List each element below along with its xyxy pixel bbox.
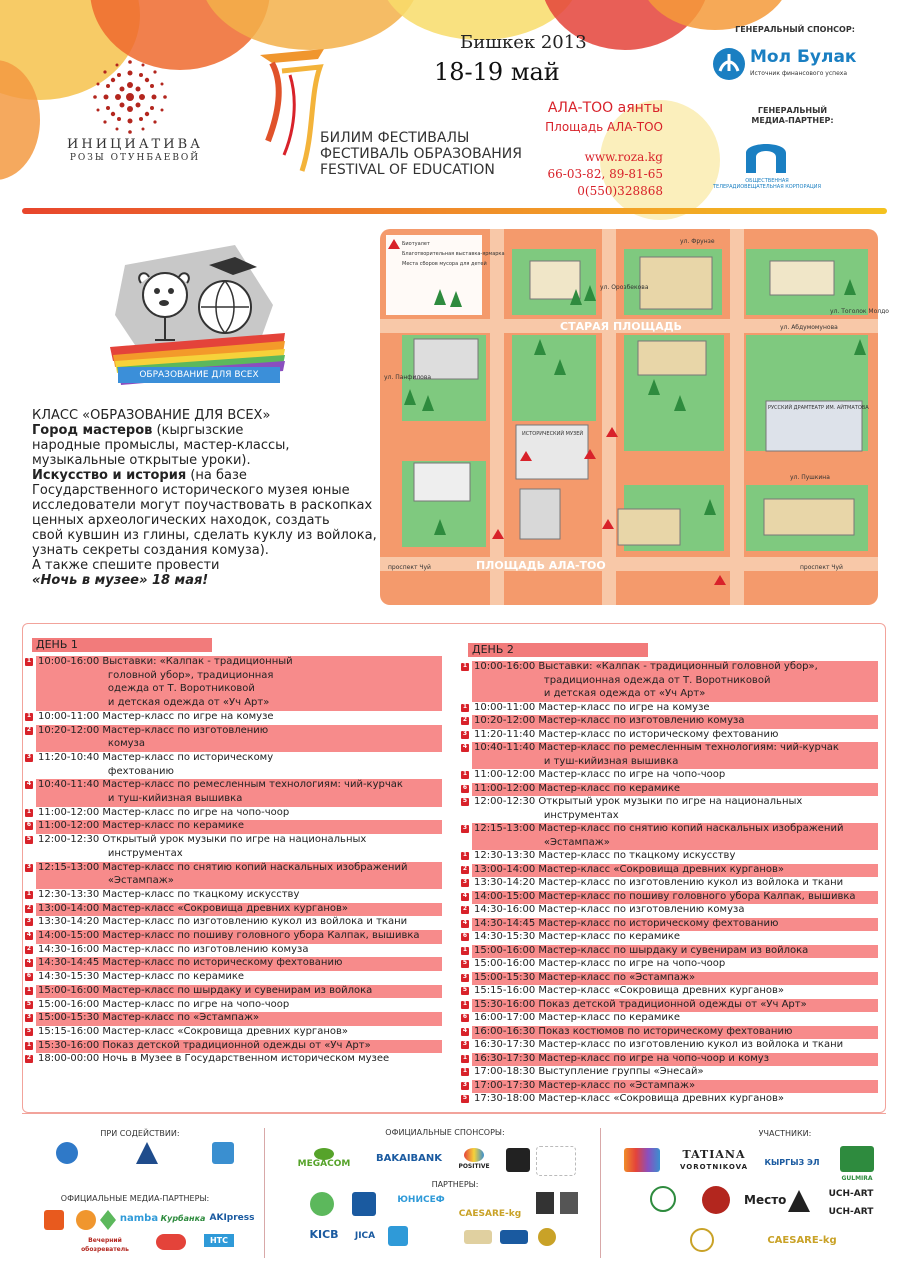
media-partners-title: ОФИЦИАЛЬНЫЕ МЕДИА-ПАРТНЕРЫ: <box>60 1194 210 1203</box>
media-logo-icon <box>44 1210 64 1230</box>
festival-dates: 18-19 май <box>434 58 560 86</box>
desc-bold: Искусство и история <box>32 468 187 483</box>
location-marker-icon: 2 <box>462 864 468 872</box>
street-label: ул. Орозбекова <box>600 284 649 291</box>
schedule-row: 12:30-13:30 Мастер-класс по ткацкому искусству <box>474 850 736 861</box>
map-legend-3: Места сборов мусора для детей <box>402 261 487 267</box>
schedule-row: и детская одежда от «Уч Арт» <box>472 688 878 702</box>
uch-art-logo: UCH-ART <box>828 1189 874 1199</box>
schedule-row: 14:00-15:00 Мастер-класс по пошиву головного убора Калпак, вышивка <box>36 930 442 944</box>
location-marker-icon: 4 <box>26 931 32 938</box>
location-marker-icon: 5 <box>26 1026 32 1034</box>
city-year: Бишкек 2013 <box>460 32 587 53</box>
schedule-row: 14:30-15:30 Мастер-класс по керамике <box>38 971 245 983</box>
old-square-label: СТАРАЯ ПЛОЩАДЬ <box>560 320 682 333</box>
schedule-row: 15:00-16:00 Мастер-класс по шырдаку и сувенирам из войлока <box>472 945 878 959</box>
location-marker-icon: 5 <box>462 986 468 993</box>
header-divider <box>22 208 887 214</box>
location-marker-icon: 1 <box>26 657 32 664</box>
location-marker-icon: 3 <box>26 752 32 760</box>
jica-logo: JICA <box>354 1231 376 1241</box>
alatoo-square-label: ПЛОЩАДЬ АЛА-ТОО <box>476 559 606 572</box>
partner-logo-icon <box>388 1226 408 1246</box>
bakai-logo: BAKAIBANK <box>375 1153 443 1164</box>
footer-divider <box>264 1128 265 1258</box>
ministry-culture-logo-icon <box>212 1142 234 1164</box>
location-marker-icon: 3 <box>26 917 32 925</box>
location-marker-icon: 5 <box>462 959 468 966</box>
mesto-logo: Место <box>744 1193 787 1207</box>
day2-schedule <box>460 643 878 1113</box>
location-marker-icon: 1 <box>26 889 32 897</box>
unicef-logo: ЮНИСЕФ <box>397 1195 445 1205</box>
schedule-row: одежда от Т. Воротниковой <box>36 683 442 697</box>
schedule-row: 10:40-11:40 Мастер-класс по ремесленным технологиям: чий-курчак <box>472 742 878 756</box>
schedule-row: 18:00-00:00 Ночь в Музее в Государственном историческом музее <box>38 1053 390 1065</box>
initiative-logo-icon <box>88 55 172 139</box>
megacom-label: MEGACOM <box>297 1159 351 1169</box>
schedule-row: 14:30-16:00 Мастер-класс по изготовлению комуза <box>474 904 745 915</box>
schedule-row: 15:00-15:30 Мастер-класс по «Эстампаж» <box>472 972 878 986</box>
sponsors-title: ОФИЦИАЛЬНЫЕ СПОНСОРЫ: <box>385 1128 505 1137</box>
schedule-row: 14:30-16:00 Мастер-класс по изготовлению комуза <box>38 943 309 955</box>
location-marker-icon: 2 <box>26 725 32 733</box>
schedule-row: 11:20-11:40 Мастер-класс по историческому фехтованию <box>474 728 779 740</box>
partner-logo-icon <box>500 1230 528 1244</box>
sponsor-badge-icon <box>506 1148 530 1172</box>
desc-line <box>32 468 382 483</box>
street-label: проспект Чуй <box>388 564 431 571</box>
schedule-row: 16:30-17:30 Мастер-класс по игре на чопо-чоор и комуз <box>472 1053 878 1067</box>
schedule-row: 15:30-16:00 Показ детской традиционной одежды от «Уч Арт» <box>36 1040 442 1054</box>
schedule-row: 17:30-18:00 Мастер-класс «Сокровища древних курганов» <box>474 1093 784 1104</box>
museum-label: ИСТОРИЧЕСКИЙ МУЗЕЙ <box>522 431 584 437</box>
schedule-row: 11:00-12:00 Мастер-класс по игре на чопо-чоор <box>474 769 726 780</box>
location-marker-icon: 4 <box>462 1026 468 1034</box>
vorotnikova-label: VOROTNIKOVA <box>679 1163 749 1171</box>
otrk-logo-icon <box>742 135 790 175</box>
location-marker-icon: 2 <box>26 944 32 952</box>
schedule-row: 12:30-13:30 Мастер-класс по ткацкому искусству <box>38 888 300 900</box>
schedule-row: 15:00-16:00 Мастер-класс по шырдаку и сувенирам из войлока <box>36 985 442 999</box>
schedule-row: 11:00-12:00 Мастер-класс по керамике <box>36 820 442 834</box>
tatiana-logo: TATIANA <box>682 1148 746 1161</box>
schedule-row: 15:15-16:00 Мастер-класс «Сокровища древних курганов» <box>474 985 784 996</box>
partner-logo-icon <box>310 1192 334 1216</box>
schedule-row: комуза <box>36 738 442 752</box>
festival-title-en: FESTIVAL OF EDUCATION <box>320 162 495 178</box>
kicb-logo: KICB <box>309 1228 339 1241</box>
schedule-row: 13:30-14:20 Мастер-класс по изготовлению кукол из войлока и ткани <box>38 916 408 928</box>
schedule-row: 10:00-16:00 Выставки: «Калпак - традиционный <box>36 656 442 670</box>
sponsor-dots-icon <box>536 1146 576 1176</box>
participant-logo-icon <box>702 1186 730 1214</box>
general-sponsor-name: Мол Булак <box>750 47 857 67</box>
schedule-row: 17:00-18:30 Выступление группы «Энесай» <box>474 1066 704 1077</box>
positive-logo <box>456 1148 492 1176</box>
schedule-row: 10:00-16:00 Выставки: «Калпак - традиционный головной убор», <box>472 661 878 675</box>
location-marker-icon: 1 <box>462 945 468 953</box>
desc-line: народные промыслы, мастер-классы, <box>32 438 290 453</box>
location-marker-icon: 1 <box>462 770 468 777</box>
location-marker-icon: 5 <box>462 1094 468 1101</box>
kyrgyz-el-logo: КЫРГЫЗ ЭЛ <box>764 1158 820 1167</box>
location-marker-icon: 1 <box>462 851 468 858</box>
schedule-row: 11:00-12:00 Мастер-класс по игре на чопо-чоор <box>38 806 290 818</box>
ministry-logo-icon <box>56 1142 78 1164</box>
location-marker-icon: 1 <box>462 1053 468 1061</box>
participant-logo-icon <box>650 1186 676 1212</box>
schedule-row: 10:00-11:00 Мастер-класс по игре на комузе <box>38 710 274 722</box>
venue-ru: Площадь АЛА-ТОО <box>545 120 663 134</box>
location-marker-icon: 3 <box>462 1080 468 1088</box>
desc-line: исследователи могут поучаствовать в раскопках <box>32 498 373 513</box>
media-title-line2: МЕДИА-ПАРТНЕР: <box>751 116 834 125</box>
location-marker-icon: 1 <box>26 985 32 993</box>
schedule-row: 15:15-16:00 Мастер-класс «Сокровища древних курганов» <box>38 1025 348 1037</box>
positive-label: POSITIVE <box>458 1163 490 1170</box>
caesare-logo: CAESARE-kg <box>458 1209 522 1219</box>
theatre-label: РУССКИЙ ДРАМТЕАТР ИМ. АЙТМАТОВА <box>768 405 869 411</box>
desc-text: (кыргызские <box>152 423 244 438</box>
kurbanka-logo: Курбанка <box>160 1214 206 1223</box>
location-marker-icon: 5 <box>462 797 468 804</box>
schedule-row: фехтованию <box>38 765 174 777</box>
nts-logo: НТС <box>204 1234 234 1247</box>
partner-logo-icon <box>536 1192 554 1214</box>
location-marker-icon: 2 <box>26 1054 32 1062</box>
schedule-row: 12:15-13:00 Мастер-класс по снятию копий наскальных изображений <box>36 862 442 876</box>
schedule-row: 16:00-16:30 Показ костюмов по историческому фехтованию <box>472 1026 878 1040</box>
partner-logo-icon <box>538 1228 556 1246</box>
location-marker-icon: 6 <box>26 972 32 980</box>
phone-2: 0(550)328868 <box>577 184 663 198</box>
schedule-row: 13:00-14:00 Мастер-класс «Сокровища древних курганов» <box>36 903 442 917</box>
participant-logo-icon <box>624 1148 660 1172</box>
day-title: ДЕНЬ 1 <box>32 638 212 652</box>
website-link[interactable]: www.roza.kg <box>584 150 663 164</box>
schedule-row: 16:00-17:00 Мастер-класс по керамике <box>474 1012 681 1023</box>
location-marker-icon: 6 <box>462 1013 468 1020</box>
location-marker-icon: 4 <box>26 780 32 788</box>
map-legend-2: Благотворительная выставка-ярмарка <box>402 251 505 257</box>
obozrenie-logo: Вечерний обозреватель <box>81 1237 129 1253</box>
street-label: ул. Пушкина <box>790 474 830 481</box>
location-marker-icon: 3 <box>26 1013 32 1021</box>
schedule-row: 13:30-14:20 Мастер-класс по изготовлению кукол из войлока и ткани <box>474 877 844 888</box>
location-marker-icon: 6 <box>462 932 468 939</box>
location-marker-icon: 6 <box>462 783 468 791</box>
street-label: проспект Чуй <box>800 564 843 571</box>
desc-line: ценных археологических находок, создать <box>32 513 330 528</box>
schedule-row: 10:20-12:00 Мастер-класс по изготовлению <box>36 725 442 739</box>
location-marker-icon: 4 <box>462 891 468 899</box>
location-marker-icon: 3 <box>462 824 468 831</box>
header-banner <box>0 0 900 222</box>
desc-line: «Ночь в музее» 18 мая! <box>32 573 209 588</box>
schedule-row: 11:00-12:00 Мастер-класс по керамике <box>472 783 878 797</box>
location-marker-icon: 2 <box>462 716 468 723</box>
schedule-row: 10:20-12:00 Мастер-класс по изготовлению комуза <box>472 715 878 729</box>
schedule-row: «Эстампаж» <box>472 837 878 851</box>
schedule-row: инструментах <box>474 809 619 821</box>
location-marker-icon: 2 <box>462 905 468 912</box>
general-sponsor-tagline: Источник финансового успеха <box>750 70 848 77</box>
festival-title-ru: ФЕСТИВАЛЬ ОБРАЗОВАНИЯ <box>320 146 523 162</box>
schedule-row: 12:00-12:30 Открытый урок музыки по игре на национальных <box>474 796 803 807</box>
location-marker-icon: 6 <box>26 821 32 829</box>
desc-line: А также спешите провести <box>32 558 220 573</box>
schedule-row: 14:30-14:45 Мастер-класс по историческому фехтованию <box>36 957 442 971</box>
location-marker-icon: 1 <box>26 1040 32 1048</box>
schedule-row: традиционная одежда от Т. Воротниковой <box>472 675 878 689</box>
education-banner: ОБРАЗОВАНИЕ ДЛЯ ВСЕХ <box>118 367 280 383</box>
location-marker-icon: 1 <box>26 711 32 719</box>
location-marker-icon: 5 <box>26 835 32 843</box>
general-media-name: ОБЩЕСТВЕННАЯ ТЕЛЕРАДИОВЕЩАТЕЛЬНАЯ КОРПОРАЦИЯ <box>712 178 821 190</box>
media-title-line1: ГЕНЕРАЛЬНЫЙ <box>757 106 828 115</box>
schedule-row: и туш-кийизная вышивка <box>36 793 442 807</box>
schedule-row: 14:30-14:45 Мастер-класс по историческому фехтованию <box>472 918 878 932</box>
schedule-row: 10:00-11:00 Мастер-класс по игре на комузе <box>474 701 710 713</box>
schedule-row: 12:00-12:30 Открытый урок музыки по игре на национальных <box>38 834 367 846</box>
support-title: ПРИ СОДЕЙСТВИИ: <box>100 1129 180 1138</box>
street-label: ул. Тоголок Молдо <box>830 308 889 315</box>
location-marker-icon: 1 <box>462 662 468 669</box>
schedule-row: 15:00-16:00 Мастер-класс по игре на чопо-чоор <box>474 958 726 969</box>
festival-title-kg: БИЛИМ ФЕСТИВАЛЫ <box>320 130 470 146</box>
schedule-row: 15:00-15:30 Мастер-класс по «Эстампаж» <box>36 1012 442 1026</box>
schedule-row: 15:30-16:00 Показ детской традиционной одежды от «Уч Арт» <box>472 999 878 1013</box>
media-logo-icon <box>156 1234 186 1250</box>
participants-title: УЧАСТНИКИ: <box>758 1129 812 1138</box>
location-marker-icon: 3 <box>462 729 468 737</box>
location-marker-icon: 2 <box>26 903 32 911</box>
location-marker-icon: 3 <box>26 862 32 870</box>
location-marker-icon: 4 <box>462 918 468 926</box>
desc-line: узнать секреты создания комуза). <box>32 543 269 558</box>
day1-schedule <box>24 638 442 1078</box>
media-logo-icon <box>76 1210 96 1230</box>
schedule-row: 15:00-16:00 Мастер-класс по игре на чопо-чоор <box>38 998 290 1010</box>
general-media-title <box>700 106 885 126</box>
general-sponsor-title: ГЕНЕРАЛЬНЫЙ СПОНСОР: <box>735 25 855 34</box>
molbulak-logo-icon <box>712 47 746 81</box>
map-legend-1: Биотуалет <box>402 241 430 247</box>
partner-logo-icon <box>352 1192 376 1216</box>
desc-line <box>32 423 382 438</box>
class-description <box>32 408 382 588</box>
schedule-row: и туш-кийизная вышивка <box>472 756 878 770</box>
partner-logo-icon <box>560 1192 578 1214</box>
schedule-row: 10:40-11:40 Мастер-класс по ремесленным технологиям: чий-курчак <box>36 779 442 793</box>
partners-title: ПАРТНЕРЫ: <box>431 1180 479 1189</box>
desc-line: КЛАСС «ОБРАЗОВАНИЕ ДЛЯ ВСЕХ» <box>32 408 271 423</box>
schedule-row: головной убор», традиционная <box>36 670 442 684</box>
day-title: ДЕНЬ 2 <box>468 643 648 657</box>
desc-line: Государственного исторического музея юные <box>32 483 350 498</box>
schedule-row: «Эстампаж» <box>36 875 442 889</box>
participant-logo-icon <box>690 1228 714 1252</box>
schedule-row: инструментах <box>38 847 183 859</box>
location-marker-icon: 4 <box>26 958 32 966</box>
org-subtitle: РОЗЫ ОТУНБАЕВОЙ <box>69 153 201 163</box>
gulmira-logo-icon <box>840 1146 874 1172</box>
location-marker-icon: 4 <box>462 743 468 750</box>
schedule-row: 11:20-10:40 Мастер-класс по историческому <box>38 751 274 763</box>
location-marker-icon: 1 <box>26 807 32 815</box>
schedule-row: 13:00-14:00 Мастер-класс «Сокровища древних курганов» <box>472 864 878 878</box>
location-marker-icon: 3 <box>462 1040 468 1047</box>
footer-divider <box>600 1128 601 1258</box>
gulmira-label: GULMIRA <box>841 1175 873 1182</box>
street-label: ул. Панфилова <box>384 374 432 381</box>
schedule-row: 16:30-17:30 Мастер-класс по изготовлению кукол из войлока и ткани <box>474 1039 844 1050</box>
schedule-row: 12:15-13:00 Мастер-класс по снятию копий наскальных изображений <box>472 823 878 837</box>
venue-map <box>380 229 889 605</box>
desc-line: свой кувшин из глины, сделать куклу из войлока, <box>32 528 377 543</box>
desc-bold: Город мастеров <box>32 423 153 438</box>
schedule-row: и детская одежда от «Уч Арт» <box>36 697 442 711</box>
megacom-logo <box>296 1148 352 1174</box>
org-name: ИНИЦИАТИВА <box>67 137 203 152</box>
street-label: ул. Абдумомунова <box>780 324 838 331</box>
desc-line: музыкальные открытые уроки). <box>32 453 251 468</box>
location-marker-icon: 1 <box>462 999 468 1007</box>
street-label: ул. Фрунзе <box>680 238 715 245</box>
location-marker-icon: 1 <box>462 1067 468 1074</box>
desc-text: (на базе <box>186 468 247 483</box>
namba-logo: namba <box>119 1213 159 1224</box>
akipress-logo: AKIpress <box>209 1213 255 1223</box>
venue-kg: АЛА-ТОО аянты <box>547 100 663 116</box>
location-marker-icon: 3 <box>462 878 468 885</box>
uch-art-logo-2: UCH-ART <box>828 1207 874 1217</box>
schedule-row: 14:30-15:30 Мастер-класс по керамике <box>474 931 681 942</box>
location-marker-icon: 1 <box>462 702 468 710</box>
caesare-logo-2: CAESARE-kg <box>767 1235 837 1246</box>
schedule-row: 17:00-17:30 Мастер-класс по «Эстампаж» <box>472 1080 878 1094</box>
location-marker-icon: 3 <box>462 972 468 980</box>
location-marker-icon: 5 <box>26 999 32 1007</box>
positive-icon <box>464 1148 484 1162</box>
partner-logo-icon <box>464 1230 492 1244</box>
schedule-row: 14:00-15:00 Мастер-класс по пошиву головного убора Калпак, вышивка <box>472 891 878 905</box>
phone-1: 66-03-82, 89-81-65 <box>547 167 663 181</box>
